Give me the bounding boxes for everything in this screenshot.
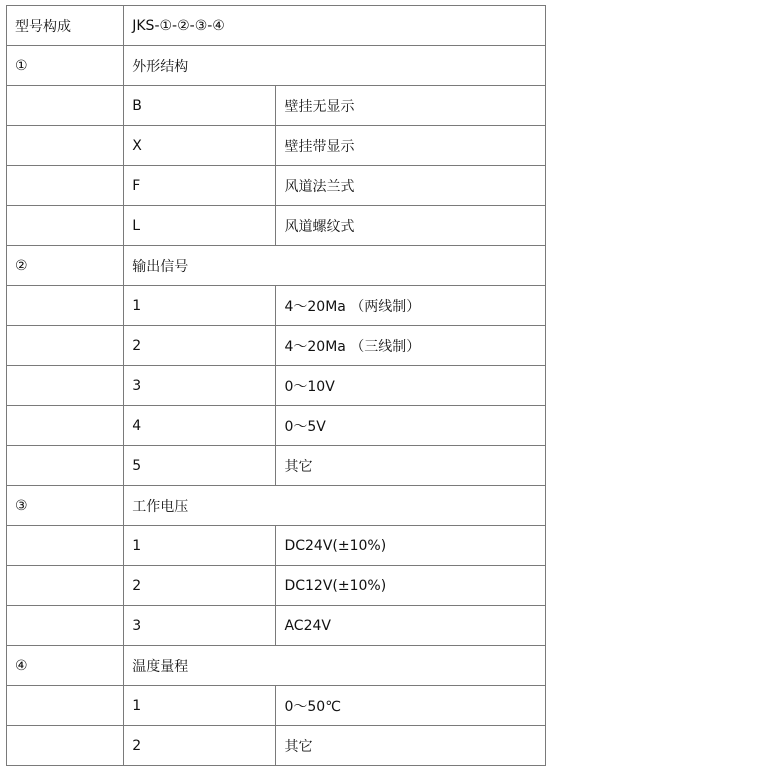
section-title: 输出信号 <box>124 246 546 286</box>
option-row <box>7 126 546 166</box>
empty-cell <box>7 526 124 566</box>
section-title: 工作电压 <box>124 486 546 526</box>
option-row <box>7 86 546 126</box>
empty-cell <box>7 406 124 446</box>
empty-cell <box>7 126 124 166</box>
section-marker: ③ <box>7 486 124 526</box>
section-row <box>7 46 546 86</box>
option-desc: 风道法兰式 <box>276 166 546 206</box>
option-desc: 壁挂无显示 <box>276 86 546 126</box>
option-row <box>7 166 546 206</box>
section-title: 外形结构 <box>124 46 546 86</box>
empty-cell <box>7 606 124 646</box>
option-code: 5 <box>124 446 276 486</box>
empty-cell <box>7 566 124 606</box>
option-code: 2 <box>124 726 276 766</box>
header-row <box>7 6 546 46</box>
section-title: 温度量程 <box>124 646 546 686</box>
option-row <box>7 406 546 446</box>
section-row <box>7 246 546 286</box>
option-code: 2 <box>124 566 276 606</box>
option-desc: 4～20Ma （两线制） <box>276 286 546 326</box>
option-row <box>7 286 546 326</box>
option-desc: 0～10V <box>276 366 546 406</box>
section-marker: ② <box>7 246 124 286</box>
option-code: X <box>124 126 276 166</box>
header-label: 型号构成 <box>7 6 124 46</box>
option-row <box>7 526 546 566</box>
option-desc: 其它 <box>276 446 546 486</box>
section-row <box>7 486 546 526</box>
empty-cell <box>7 206 124 246</box>
empty-cell <box>7 286 124 326</box>
option-desc: 风道螺纹式 <box>276 206 546 246</box>
option-desc: DC24V(±10%) <box>276 526 546 566</box>
empty-cell <box>7 86 124 126</box>
section-marker: ④ <box>7 646 124 686</box>
option-row <box>7 566 546 606</box>
option-row <box>7 686 546 726</box>
empty-cell <box>7 326 124 366</box>
empty-cell <box>7 446 124 486</box>
option-code: F <box>124 166 276 206</box>
section-marker: ① <box>7 46 124 86</box>
option-desc: 4～20Ma （三线制） <box>276 326 546 366</box>
option-code: 2 <box>124 326 276 366</box>
option-desc: AC24V <box>276 606 546 646</box>
model-spec-table <box>6 5 546 766</box>
option-desc: 其它 <box>276 726 546 766</box>
option-desc: 0～50℃ <box>276 686 546 726</box>
option-row <box>7 446 546 486</box>
model-code: JKS-①-②-③-④ <box>124 6 546 46</box>
option-row <box>7 606 546 646</box>
option-code: 4 <box>124 406 276 446</box>
option-row <box>7 726 546 766</box>
option-code: 1 <box>124 286 276 326</box>
option-code: B <box>124 86 276 126</box>
option-desc: 壁挂带显示 <box>276 126 546 166</box>
empty-cell <box>7 686 124 726</box>
section-row <box>7 646 546 686</box>
model-spec-body <box>7 6 546 766</box>
option-code: 1 <box>124 686 276 726</box>
option-desc: 0～5V <box>276 406 546 446</box>
option-row <box>7 206 546 246</box>
option-desc: DC12V(±10%) <box>276 566 546 606</box>
empty-cell <box>7 366 124 406</box>
option-code: 1 <box>124 526 276 566</box>
option-row <box>7 326 546 366</box>
option-code: 3 <box>124 366 276 406</box>
empty-cell <box>7 726 124 766</box>
empty-cell <box>7 166 124 206</box>
option-code: L <box>124 206 276 246</box>
option-row <box>7 366 546 406</box>
option-code: 3 <box>124 606 276 646</box>
